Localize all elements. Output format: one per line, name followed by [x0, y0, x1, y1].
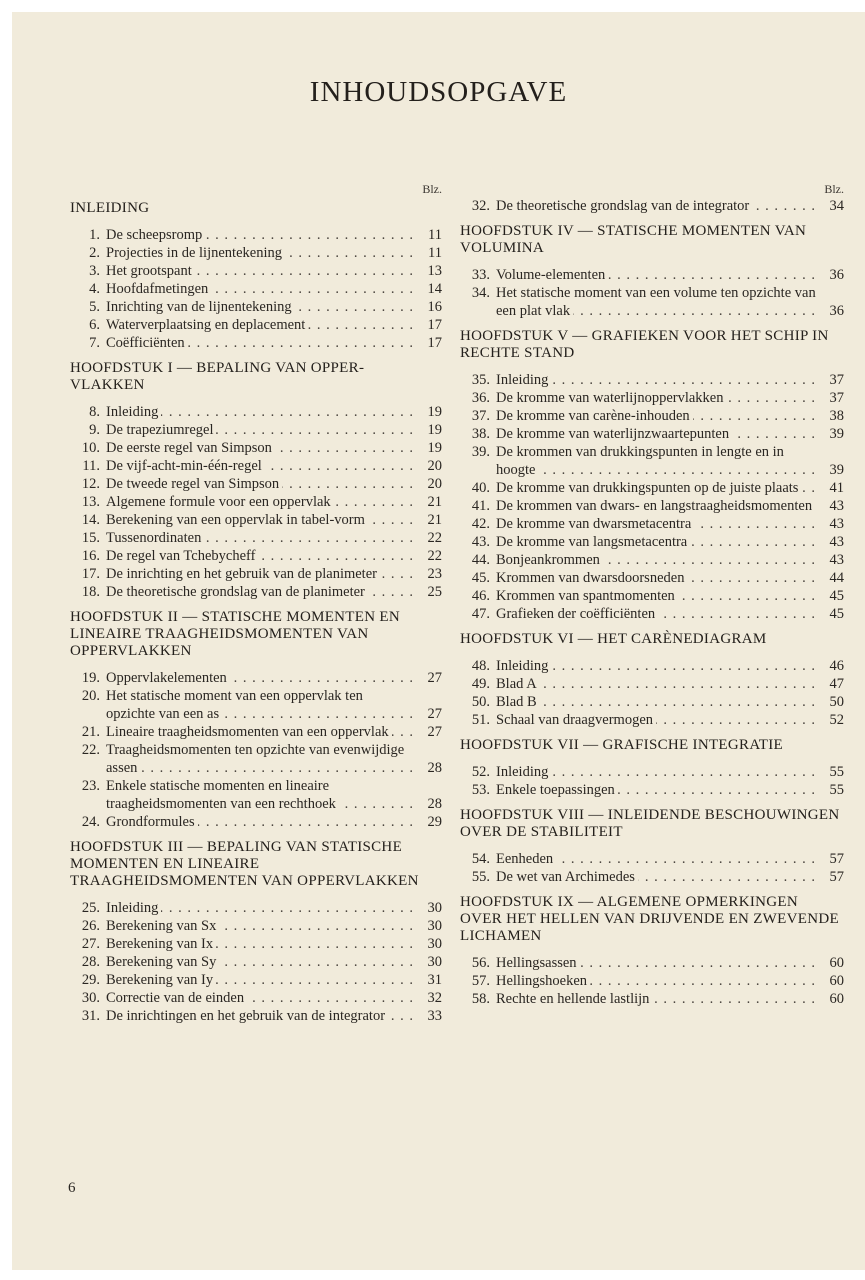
entry-title: Inleiding: [496, 764, 551, 780]
entry-number: 44.: [471, 552, 490, 568]
toc-right-column: [460, 182, 844, 1016]
toc-entry: [70, 493, 442, 511]
entry-title: Correctie van de einden: [106, 990, 247, 1006]
toc-entry: [460, 266, 844, 284]
entry-page: 28: [427, 760, 442, 776]
entry-title: Berekening van Sx: [106, 918, 219, 934]
toc-entry: [70, 316, 442, 334]
toc-right-list: [460, 197, 844, 1008]
entry-page: 60: [829, 991, 844, 1007]
entry-title: Blad B: [496, 694, 540, 710]
toc-chapter: [460, 328, 844, 623]
toc-entry: [70, 421, 442, 439]
entry-page: 28: [427, 796, 442, 812]
toc-chapter: [460, 807, 844, 886]
toc-chapter: [70, 360, 442, 601]
toc-entry: [460, 389, 844, 407]
entry-number: 37.: [471, 408, 490, 424]
entry-page: 43: [829, 552, 844, 568]
entry-title: Oppervlakelementen: [106, 670, 230, 686]
entry-page: 11: [428, 227, 442, 243]
toc-entry: [460, 657, 844, 675]
toc-left-column: [70, 182, 442, 1033]
toc-entry: [70, 298, 442, 316]
toc-entry: [460, 407, 844, 425]
entry-title: Grondformules: [106, 814, 198, 830]
entry-page: 60: [829, 955, 844, 971]
entry-title: De kromme van waterlijnoppervlakken: [496, 390, 727, 406]
entry-number: 57.: [471, 973, 490, 989]
entry-number: 32.: [471, 198, 490, 214]
entry-number: 28.: [81, 954, 100, 970]
chapter-heading: HOOFDSTUK I — BEPALING VAN OPPER- VLAKKEN: [70, 360, 365, 393]
entry-number: 51.: [471, 712, 490, 728]
toc-entry: [460, 763, 844, 781]
entry-number: 52.: [471, 764, 490, 780]
entry-title: Rechte en hellende lastlijn: [496, 991, 652, 1007]
entry-number: 5.: [89, 299, 100, 315]
toc-entry: [70, 777, 442, 813]
toc-entry: [460, 850, 844, 868]
entry-page: 19: [427, 404, 442, 420]
entry-page: 29: [427, 814, 442, 830]
entry-number: 13.: [81, 494, 100, 510]
toc-entry: [70, 565, 442, 583]
page-number: 6: [68, 1180, 76, 1196]
entry-number: 10.: [81, 440, 100, 456]
toc-chapter: [460, 894, 844, 1008]
entry-number: 35.: [471, 372, 490, 388]
entry-title: De kromme van drukkingspunten op de juiste plaats: [496, 480, 801, 496]
toc-entry: [70, 529, 442, 547]
entry-title: De trapeziumregel: [106, 422, 216, 438]
entry-number: 30.: [81, 990, 100, 1006]
entry-number: 47.: [471, 606, 490, 622]
chapter-heading: HOOFDSTUK VI — HET CARÈNEDIAGRAM: [460, 631, 767, 647]
entry-title: Blad A: [496, 676, 540, 692]
entry-page: 17: [427, 317, 442, 333]
entry-page: 14: [427, 281, 442, 297]
entry-title: Volume-elementen: [496, 267, 608, 283]
entry-title: Eenheden: [496, 851, 556, 867]
entry-title: De krommen van drukkingspunten in lengte en in hoogte: [496, 444, 784, 478]
toc-entry: [460, 711, 844, 729]
toc-entry: [460, 515, 844, 533]
entry-page: 38: [829, 408, 844, 424]
entry-number: 22.: [81, 742, 100, 758]
chapter-heading: HOOFDSTUK IV — STATISCHE MOMENTEN VAN VOLUMINA: [460, 223, 807, 256]
entry-title: Inrichting van de lijnentekening: [106, 299, 295, 315]
entry-page: 44: [829, 570, 844, 586]
entry-page: 21: [427, 512, 442, 528]
page-sheet: [12, 12, 865, 1270]
page-column-label: Blz.: [422, 182, 442, 196]
entry-page: 39: [829, 426, 844, 442]
entry-page: 23: [427, 566, 442, 582]
chapter-heading: INLEIDING: [70, 200, 150, 216]
toc-entry: [70, 280, 442, 298]
entry-title: Hellingshoeken: [496, 973, 590, 989]
entry-number: 45.: [471, 570, 490, 586]
entry-title: De krommen van dwars- en langstraagheidsmomenten: [496, 498, 815, 514]
entry-number: 55.: [471, 869, 490, 885]
entry-number: 42.: [471, 516, 490, 532]
entry-page: 30: [427, 900, 442, 916]
toc-chapter: [70, 609, 442, 831]
entry-number: 43.: [471, 534, 490, 550]
entry-page: 43: [829, 498, 844, 514]
toc-entry: [460, 972, 844, 990]
entry-page: 37: [829, 372, 844, 388]
entry-title: Enkele statische momenten en lineaire traagheidsmomenten van een rechthoek: [106, 778, 339, 812]
toc-entry: [70, 334, 442, 352]
entry-number: 54.: [471, 851, 490, 867]
entry-page: 27: [427, 706, 442, 722]
toc-entry: [70, 583, 442, 601]
entry-page: 47: [829, 676, 844, 692]
entry-page: 43: [829, 534, 844, 550]
entry-page: 11: [428, 245, 442, 261]
entry-page: 36: [829, 267, 844, 283]
page-column-label: Blz.: [824, 182, 844, 196]
toc-entry: [70, 989, 442, 1007]
entry-page: 52: [829, 712, 844, 728]
toc-left-list: [70, 200, 442, 1025]
entry-number: 29.: [81, 972, 100, 988]
toc-entry: [70, 1007, 442, 1025]
toc-entry: [460, 371, 844, 389]
entry-page: 20: [427, 458, 442, 474]
entry-title: Berekening van Iy: [106, 972, 216, 988]
entry-title: Tussenordinaten: [106, 530, 204, 546]
entry-title: Berekening van een oppervlak in tabel-vorm: [106, 512, 368, 528]
entry-number: 18.: [81, 584, 100, 600]
entry-number: 23.: [81, 778, 100, 794]
entry-title: Schaal van draagvermogen: [496, 712, 656, 728]
entry-page: 45: [829, 606, 844, 622]
entry-page: 46: [829, 658, 844, 674]
chapter-heading: HOOFDSTUK II — STATISCHE MOMENTEN EN LINEAIRE TRAAGHEIDSMOMENTEN VAN OPPERVLAKKEN: [70, 609, 401, 659]
entry-title: De kromme van langsmetacentra: [496, 534, 690, 550]
entry-number: 27.: [81, 936, 100, 952]
toc-entry: [70, 741, 442, 777]
entry-title: Grafieken der coëfficiënten: [496, 606, 658, 622]
entry-page: 30: [427, 936, 442, 952]
entry-page: 43: [829, 516, 844, 532]
entry-number: 7.: [89, 335, 100, 351]
entry-title: De regel van Tchebycheff: [106, 548, 258, 564]
entry-number: 17.: [81, 566, 100, 582]
entry-number: 56.: [471, 955, 490, 971]
entry-page: 25: [427, 584, 442, 600]
entry-number: 14.: [81, 512, 100, 528]
entry-number: 24.: [81, 814, 100, 830]
entry-title: De tweede regel van Simpson: [106, 476, 282, 492]
toc-entry: [460, 605, 844, 623]
entry-title: Berekening van Sy: [106, 954, 219, 970]
entry-title: De scheepsromp: [106, 227, 205, 243]
entry-title: Inleiding: [496, 372, 551, 388]
entry-number: 53.: [471, 782, 490, 798]
entry-title: Berekening van Ix: [106, 936, 216, 952]
entry-number: 58.: [471, 991, 490, 1007]
entry-title: Lineaire traagheidsmomenten van een oppervlak: [106, 724, 392, 740]
entry-number: 9.: [89, 422, 100, 438]
entry-title: Het statische moment van een oppervlak ten opzichte van een as: [106, 688, 363, 722]
toc-entry: [460, 781, 844, 799]
chapter-heading: HOOFDSTUK IX — ALGEMENE OPMERKINGEN OVER HET HELLEN VAN DRIJVENDE EN ZWEVENDE LICHAMEN: [460, 894, 839, 944]
entry-page: 39: [829, 462, 844, 478]
entry-title: Coëfficiënten: [106, 335, 188, 351]
toc-entry: [70, 669, 442, 687]
entry-page: 33: [427, 1008, 442, 1024]
entry-number: 33.: [471, 267, 490, 283]
toc-entry: [460, 443, 844, 479]
toc-entry: [460, 284, 844, 320]
entry-title: Bonjeankrommen: [496, 552, 603, 568]
chapter-heading: HOOFDSTUK VII — GRAFISCHE INTEGRATIE: [460, 737, 784, 753]
toc-entry: [70, 935, 442, 953]
toc-entry: [70, 899, 442, 917]
entry-title: Waterverplaatsing en deplacement: [106, 317, 308, 333]
entry-number: 40.: [471, 480, 490, 496]
entry-page: 37: [829, 390, 844, 406]
entry-page: 57: [829, 869, 844, 885]
toc-entry: [460, 551, 844, 569]
entry-title: Traagheidsmomenten ten opzichte van evenwijdige assen: [106, 742, 405, 776]
entry-number: 34.: [471, 285, 490, 301]
entry-number: 19.: [81, 670, 100, 686]
entry-page: 31: [427, 972, 442, 988]
entry-number: 3.: [89, 263, 100, 279]
toc-entry: [70, 813, 442, 831]
toc-entry: [460, 497, 844, 515]
chapter-heading: HOOFDSTUK III — BEPALING VAN STATISCHE MOMENTEN EN LINEAIRE TRAAGHEIDSMOMENTEN VAN OPPERVLAKKEN: [70, 839, 419, 889]
toc-entry: [70, 403, 442, 421]
entry-number: 21.: [81, 724, 100, 740]
toc-chapter: [460, 737, 844, 799]
entry-number: 31.: [81, 1008, 100, 1024]
toc-entry: [70, 953, 442, 971]
entry-title: Algemene formule voor een oppervlak: [106, 494, 334, 510]
toc-entry: [460, 479, 844, 497]
entry-number: 25.: [81, 900, 100, 916]
entry-title: De inrichtingen en het gebruik van de integrator: [106, 1008, 388, 1024]
entry-title: Krommen van spantmomenten: [496, 588, 678, 604]
entry-page: 57: [829, 851, 844, 867]
entry-page: 41: [829, 480, 844, 496]
toc-chapter: [460, 223, 844, 320]
entry-page: 27: [427, 670, 442, 686]
toc-entry: [460, 197, 844, 215]
entry-page: 13: [427, 263, 442, 279]
entry-page: 19: [427, 422, 442, 438]
entry-title: Hoofdafmetingen: [106, 281, 211, 297]
toc-entry: [70, 511, 442, 529]
toc-chapter: [460, 631, 844, 729]
entry-title: Enkele toepassingen: [496, 782, 618, 798]
entry-page: 22: [427, 548, 442, 564]
entry-number: 16.: [81, 548, 100, 564]
entry-page: 45: [829, 588, 844, 604]
chapter-heading: HOOFDSTUK VIII — INLEIDENDE BESCHOUWINGEN OVER DE STABILITEIT: [460, 807, 840, 840]
toc-entry: [460, 587, 844, 605]
toc-chapter: [460, 197, 844, 215]
entry-number: 38.: [471, 426, 490, 442]
toc-entry: [70, 439, 442, 457]
entry-title: Het grootspant: [106, 263, 195, 279]
entry-title: Hellingsassen: [496, 955, 580, 971]
entry-number: 26.: [81, 918, 100, 934]
toc-entry: [70, 547, 442, 565]
toc-entry: [70, 262, 442, 280]
entry-number: 20.: [81, 688, 100, 704]
entry-page: 30: [427, 954, 442, 970]
entry-page: 55: [829, 764, 844, 780]
entry-title: De theoretische grondslag van de planimeter: [106, 584, 368, 600]
toc-entry: [70, 226, 442, 244]
entry-title: Krommen van dwarsdoorsneden: [496, 570, 687, 586]
page-title: INHOUDSOPGAVE: [309, 76, 568, 108]
entry-number: 11.: [82, 458, 100, 474]
entry-title: Het statische moment van een volume ten opzichte van een plat vlak: [496, 285, 816, 319]
entry-page: 60: [829, 973, 844, 989]
toc-entry: [460, 954, 844, 972]
entry-page: 36: [829, 303, 844, 319]
toc-entry: [70, 244, 442, 262]
entry-page: 16: [427, 299, 442, 315]
entry-number: 6.: [89, 317, 100, 333]
entry-page: 50: [829, 694, 844, 710]
toc-entry: [460, 569, 844, 587]
entry-title: Inleiding: [496, 658, 551, 674]
entry-page: 32: [427, 990, 442, 1006]
toc-entry: [460, 868, 844, 886]
entry-page: 22: [427, 530, 442, 546]
toc-entry: [70, 723, 442, 741]
entry-number: 36.: [471, 390, 490, 406]
entry-page: 17: [427, 335, 442, 351]
toc-entry: [70, 475, 442, 493]
entry-number: 50.: [471, 694, 490, 710]
entry-title: De theoretische grondslag van de integrator: [496, 198, 752, 214]
entry-number: 49.: [471, 676, 490, 692]
entry-number: 48.: [471, 658, 490, 674]
entry-number: 41.: [471, 498, 490, 514]
entry-number: 2.: [89, 245, 100, 261]
entry-title: De kromme van carène-inhouden: [496, 408, 693, 424]
entry-title: Inleiding: [106, 404, 161, 420]
chapter-heading: HOOFDSTUK V — GRAFIEKEN VOOR HET SCHIP IN RECHTE STAND: [460, 328, 829, 361]
entry-page: 21: [427, 494, 442, 510]
toc-entry: [70, 457, 442, 475]
toc-entry: [460, 693, 844, 711]
entry-number: 8.: [89, 404, 100, 420]
toc-entry: [70, 917, 442, 935]
toc-entry: [460, 990, 844, 1008]
entry-page: 55: [829, 782, 844, 798]
entry-title: Projecties in de lijnentekening: [106, 245, 285, 261]
entry-page: 19: [427, 440, 442, 456]
entry-page: 34: [829, 198, 844, 214]
entry-number: 1.: [89, 227, 100, 243]
entry-page: 20: [427, 476, 442, 492]
toc-entry: [70, 971, 442, 989]
toc-entry: [460, 533, 844, 551]
toc-entry: [460, 425, 844, 443]
entry-page: 27: [427, 724, 442, 740]
entry-page: 30: [427, 918, 442, 934]
entry-number: 15.: [81, 530, 100, 546]
entry-number: 39.: [471, 444, 490, 460]
toc-chapter: [70, 200, 442, 352]
entry-number: 12.: [81, 476, 100, 492]
entry-title: De wet van Archimedes: [496, 869, 638, 885]
entry-number: 4.: [89, 281, 100, 297]
toc-chapter: [70, 839, 442, 1025]
toc-entry: [70, 687, 442, 723]
toc-entry: [460, 675, 844, 693]
entry-title: De kromme van dwarsmetacentra: [496, 516, 694, 532]
entry-title: De kromme van waterlijnzwaartepunten: [496, 426, 732, 442]
entry-number: 46.: [471, 588, 490, 604]
entry-title: Inleiding: [106, 900, 161, 916]
entry-title: De eerste regel van Simpson: [106, 440, 275, 456]
entry-title: De vijf-acht-min-één-regel: [106, 458, 265, 474]
entry-title: De inrichting en het gebruik van de planimeter: [106, 566, 380, 582]
